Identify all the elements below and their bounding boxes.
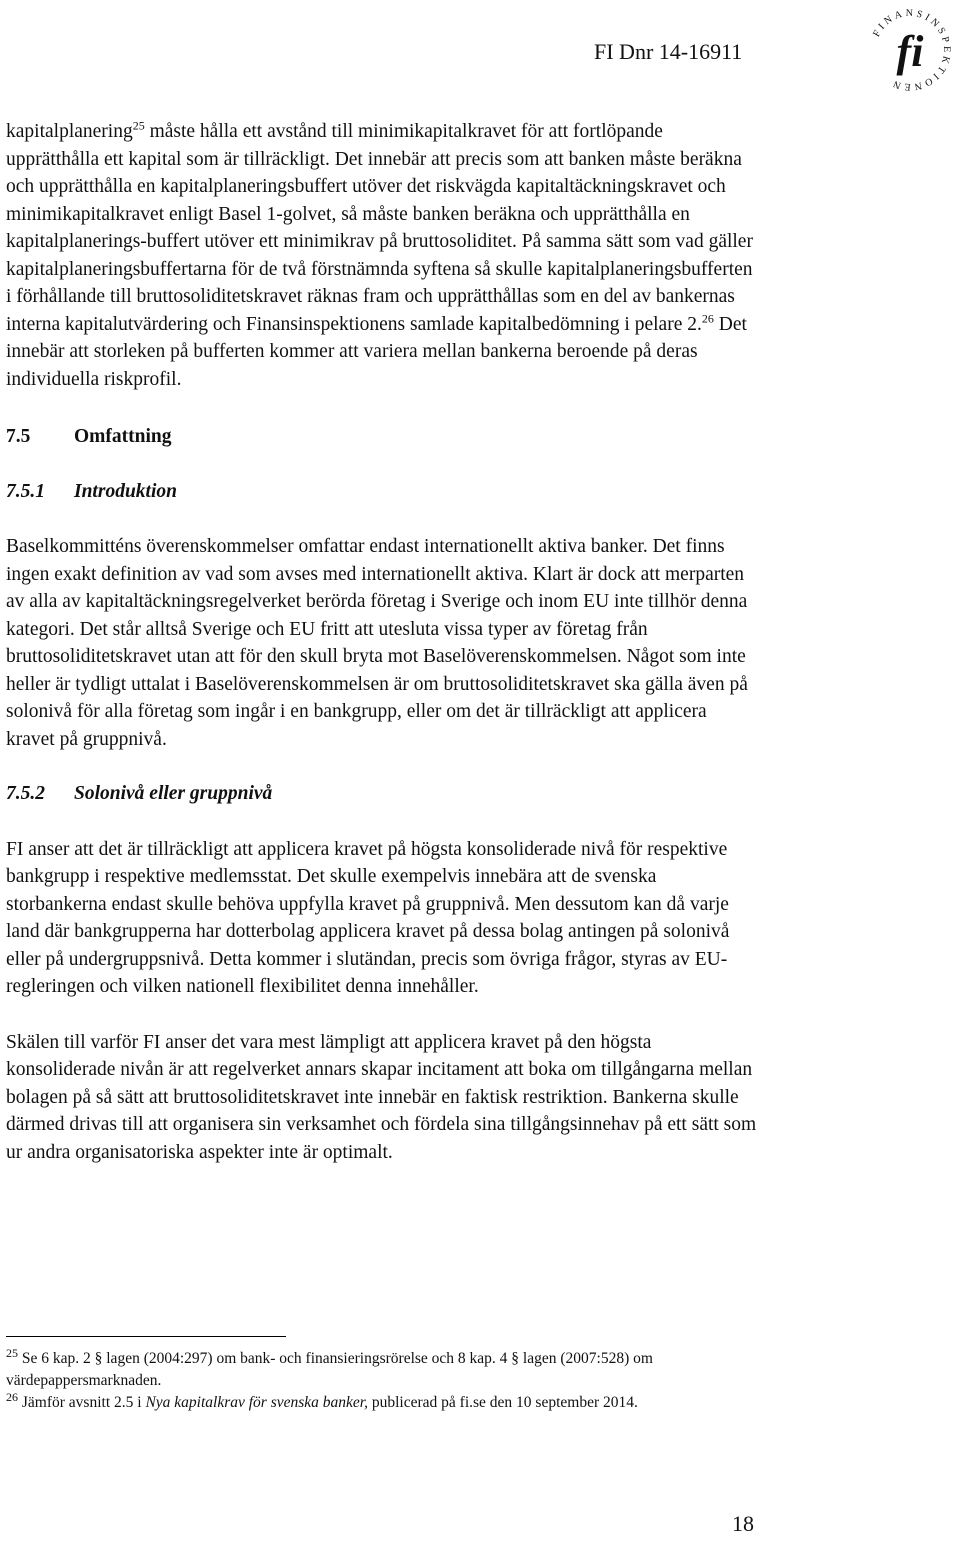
logo-mark: fi <box>896 27 924 76</box>
logo-ring-text: FINANSINSPEKTIONEN <box>871 7 953 93</box>
paragraph-solo-group-level: FI anser att det är tillräckligt att applicera kravet på högsta konsoliderade nivå för respektive bankgrupp i respektive medlemsstat. Det skulle exempelvis innebära att de svenska storbankerna endast skulle behöva uppfylla kravet på gruppnivå. Men dessutom kan då varje land där bankgrupperna har dotterbolag applicera kravet på dessa bolag antingen på solonivå eller på undergruppsnivå. Detta kommer i slutändan, precis som övriga frågor, styras av EU-regleringen och vilken nationell flexibilitet denna innehåller. <box>6 838 730 997</box>
finansinspektionen-logo <box>866 6 954 94</box>
heading-7-5-2: 7.5.2 Solonivå eller gruppnivå <box>6 783 273 804</box>
footnote-divider <box>6 1336 286 1337</box>
publication-title: Nya kapitalkrav för svenska banker, <box>145 1394 368 1411</box>
footnote-26: $^{26}$ Jämför avsnitt 2.5 i Nya kapitalkrav för svenska banker, publicerad på fi.se den 10 september 2014. <box>6 1389 638 1411</box>
page-number: 18 <box>732 1511 754 1536</box>
footnote-25: $^{25}$ Se 6 kap. 2 § lagen (2004:297) om bank- och finansieringsrörelse och 8 kap. 4 § lagen (2007:528) om värdepappersmarknaden. <box>6 1345 653 1389</box>
footnote-ref-26[interactable]: 26 <box>701 311 714 325</box>
document-reference: FI Dnr 14-16911 <box>594 39 743 64</box>
paragraph-reasons: Skälen till varför FI anser det vara mest lämpligt att applicera kravet på den högsta konsoliderade nivån är att regelverket annars skapar incitament att boka om tillgångarna mellan bolagen på så sätt att bruttosoliditetskravet inte innebär en faktisk restriktion. Bankerna skulle därmed drivas till att organisera sin verksamhet och fördela sina tillgångsinnehav på ett sätt som ur andra organisatoriska aspekter inte är optimalt. <box>6 1031 757 1163</box>
paragraph-introduction: Baselkommitténs överenskommelser omfattar endast internationellt aktiva banker. Det finns ingen exakt definition av vad som avses med internationellt aktiva. Klart är dock att merparten av alla av kapitaltäckningsregelverket berörda företag i Sverige och inom EU inte tillhör denna kategori. Det står alltså Sverige och EU fritt att utesluta vissa typer av företag från bruttosoliditetskravet utan att för den skull bryta mot Baselöverenskommelsen. Något som inte heller är tydligt uttalat i Baselöverenskommelsen är om bruttosoliditetskravet ska gälla även på solonivå för alla företag som ingår i en bankgrupp, eller om det är tillräckligt att applicera kravet på gruppnivå. <box>6 536 748 750</box>
heading-7-5-1: 7.5.1 Introduktion <box>6 480 177 502</box>
heading-7-5: 7.5 Omfattning <box>6 426 172 447</box>
main-text <box>6 118 758 1166</box>
footnotes <box>6 1345 766 1414</box>
paragraph-capital-planning: kapitalplanering$^{25}$ måste hålla ett avstånd till minimikapitalkravet för att fortlöpande upprätthålla ett kapital som är tillräckligt. Det innebär att precis som att banken måste beräkna och upprätthålla en kapitalplaneringsbuffert utöver det riskvägda kapitaltäckningskravet och minimikapitalkravet enligt Basel 1-golvet, så måste banken beräkna och upprätthålla en kapitalplanerings-buffert utöver ett minimikrav på bruttosoliditet. På samma sätt som vad gäller kapitalplaneringsbuffertarna för de två förstnämnda syftena så skulle kapitalplaneringsbufferten i förhållande till bruttosoliditetskravet räknas fram och upprätthållas som en del av bankernas interna kapitalutvärdering och Finansinspektionens samlade kapitalbedömning i pelare 2.26 Det innebär att storleken på bufferten kommer att variera mellan bankerna beroende på deras individuella riskprofil. <box>6 118 753 390</box>
footnote-ref-25[interactable]: 25 <box>132 118 145 133</box>
